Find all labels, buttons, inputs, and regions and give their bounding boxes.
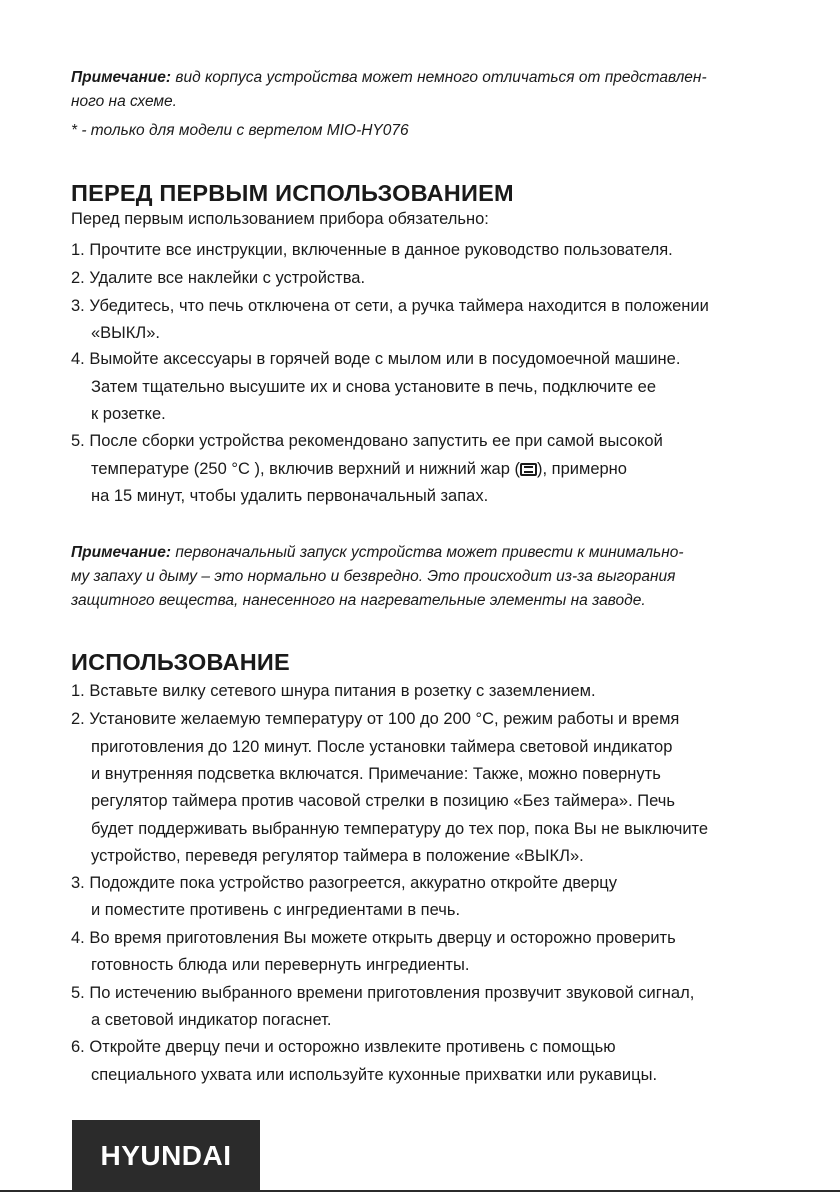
oven-top-bottom-heat-icon bbox=[520, 463, 537, 476]
list-item-continuation: на 15 минут, чтобы удалить первоначальный запах. bbox=[91, 487, 489, 505]
list-item: 5. По истечению выбранного времени приготовления прозвучит звуковой сигнал, bbox=[71, 984, 695, 1002]
note-mid-line-2: му запаху и дыму – это нормально и безвредно. Это происходит из-за выгорания bbox=[71, 568, 676, 585]
note-label: Примечание: bbox=[71, 69, 172, 86]
section-heading-usage: ИСПОЛЬЗОВАНИЕ bbox=[71, 649, 290, 675]
list-item-continuation: и поместите противень с ингредиентами в печь. bbox=[91, 901, 461, 919]
list-item-continuation: специального ухвата или используйте кухонные прихватки или рукавицы. bbox=[91, 1066, 658, 1084]
list-item-continuation: регулятор таймера против часовой стрелки в позицию «Без таймера». Печь bbox=[91, 792, 675, 810]
list-item-continuation: будет поддерживать выбранную температуру до тех пор, пока Вы не выключите bbox=[91, 820, 709, 838]
list-item: 4. Вымойте аксессуары в горячей воде с мылом или в посудомоечной машине. bbox=[71, 350, 681, 368]
note-mid-line-3: защитного вещества, нанесенного на нагревательные элементы на заводе. bbox=[71, 592, 646, 609]
list-item: 4. Во время приготовления Вы можете открыть дверцу и осторожно проверить bbox=[71, 929, 676, 947]
list-item: 3. Подождите пока устройство разогреется, аккуратно откройте дверцу bbox=[71, 874, 617, 892]
note-label: Примечание: bbox=[71, 544, 172, 561]
list-item: 1. Прочтите все инструкции, включенные в данное руководство пользователя. bbox=[71, 241, 673, 259]
brand-logo: HYUNDAI bbox=[72, 1120, 260, 1192]
list-item-continuation: и внутренняя подсветка включатся. Примечание: Также, можно повернуть bbox=[91, 765, 661, 783]
note-mid bbox=[71, 541, 684, 613]
list-item: 2. Установите желаемую температуру от 100 до 200 °С, режим работы и время bbox=[71, 710, 680, 728]
list-item-continuation: а световой индикатор погаснет. bbox=[91, 1011, 332, 1029]
asterisk-note: * - только для модели с вертелом MIO-HY076 bbox=[71, 122, 409, 139]
list-item: 6. Откройте дверцу печи и осторожно извлеките противень с помощью bbox=[71, 1038, 616, 1056]
list-item: 1. Вставьте вилку сетевого шнура питания в розетку с заземлением. bbox=[71, 682, 596, 700]
intro-text: Перед первым использованием прибора обязательно: bbox=[71, 210, 489, 228]
list-item-continuation: Затем тщательно высушите их и снова установите в печь, подключите ее bbox=[91, 378, 657, 396]
section-heading-before-first-use: ПЕРЕД ПЕРВЫМ ИСПОЛЬЗОВАНИЕМ bbox=[71, 180, 514, 206]
list-item: 5. После сборки устройства рекомендовано запустить ее при самой высокой bbox=[71, 432, 663, 450]
list-item: 3. Убедитесь, что печь отключена от сети, а ручка таймера находится в положении bbox=[71, 297, 709, 315]
note-top bbox=[71, 66, 707, 143]
list-item-continuation: приготовления до 120 минут. После установки таймера световой индикатор bbox=[91, 738, 673, 756]
list-item-continuation: устройство, переведя регулятор таймера в положение «ВЫКЛ». bbox=[91, 847, 584, 865]
note-top-line-1: Примечание: вид корпуса устройства может немного отличаться от представлен- bbox=[71, 69, 707, 86]
note-top-line-2: ного на схеме. bbox=[71, 93, 177, 110]
list-item-continuation: температуре (250 °С ), включив верхний и нижний жар ( ), примерно bbox=[91, 460, 627, 478]
list-item-continuation: к розетке. bbox=[91, 405, 166, 423]
note-mid-line-1: Примечание: первоначальный запуск устройства может привести к минимально- bbox=[71, 544, 684, 561]
list-item: 2. Удалите все наклейки с устройства. bbox=[71, 269, 366, 287]
list-item-continuation: готовность блюда или перевернуть ингредиенты. bbox=[91, 956, 470, 974]
list-item-continuation: «ВЫКЛ». bbox=[91, 324, 160, 342]
